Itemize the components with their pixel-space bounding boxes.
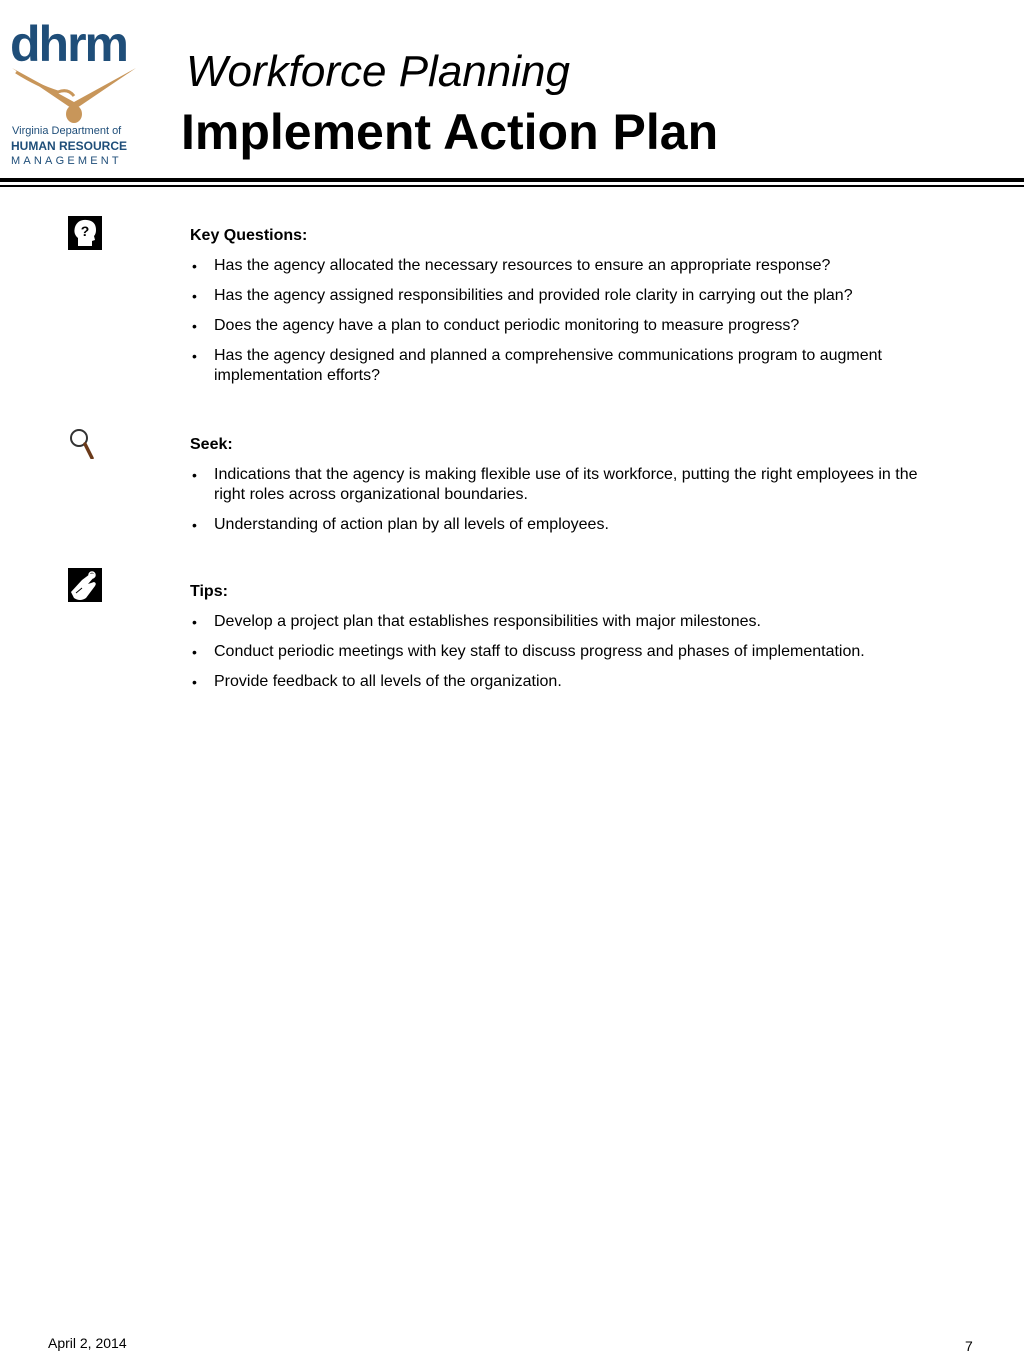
question-head-icon — [68, 216, 102, 250]
string-finger-icon — [68, 568, 102, 602]
page-subtitle: Workforce Planning — [186, 47, 570, 96]
section-heading: Tips: — [190, 583, 228, 600]
list-item: • Understanding of action plan by all levels of employees. — [190, 515, 950, 535]
list-item: • Conduct periodic meetings with key staff to discuss progress and phases of implementation. — [190, 642, 950, 662]
list-item: • Indications that the agency is making flexible use of its workforce, putting the right employees in the right roles across organizational boundaries. — [190, 465, 950, 505]
header-divider-thick — [0, 178, 1024, 182]
page-title: Implement Action Plan — [181, 104, 719, 160]
logo-org-tagline: MANAGEMENT — [11, 155, 122, 167]
header-divider-thin — [0, 185, 1024, 187]
dhrm-logo — [8, 18, 140, 170]
key-questions-list — [190, 256, 950, 396]
page-number: 7 — [965, 1338, 973, 1354]
section-heading: Seek: — [190, 436, 233, 453]
list-item: • Has the agency allocated the necessary resources to ensure an appropriate response? — [190, 256, 950, 276]
list-item: • Develop a project plan that establishes responsibilities with major milestones. — [190, 612, 950, 632]
tips-list — [190, 612, 950, 702]
person-figure-icon — [8, 66, 140, 126]
seek-list — [190, 465, 950, 545]
section-heading: Key Questions: — [190, 227, 308, 244]
magnifier-icon — [68, 425, 102, 459]
logo-org-line: Virginia Department of — [12, 125, 122, 137]
list-item: • Provide feedback to all levels of the organization. — [190, 672, 950, 692]
svg-text:?: ? — [80, 223, 90, 239]
list-item: • Has the agency assigned responsibilities and provided role clarity in carrying out the plan? — [190, 286, 950, 306]
logo-org-name: HUMAN RESOURCE — [11, 139, 128, 153]
footer-date: April 2, 2014 — [48, 1335, 127, 1351]
list-item: • Does the agency have a plan to conduct periodic monitoring to measure progress? — [190, 316, 950, 336]
list-item: • Has the agency designed and planned a comprehensive communications program to augment implementation efforts? — [190, 346, 950, 386]
logo-wordmark: dhrm — [10, 16, 127, 72]
